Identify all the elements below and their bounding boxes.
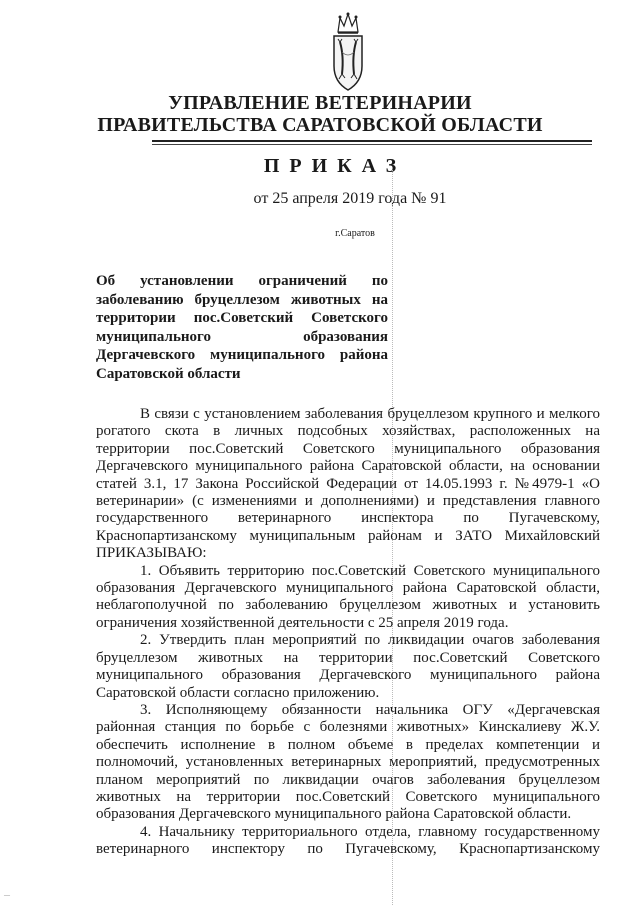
document-city: г.Саратов <box>335 228 375 239</box>
header-divider-thin <box>152 144 592 145</box>
subject-line: Саратовской области <box>96 365 241 382</box>
clause-3-line: животных на территории пос.Советский Советского муниципального <box>96 788 600 805</box>
scan-margin-mark: — <box>4 893 10 899</box>
preamble-line: статей 3.1, 17 Закона Российской Федерации от 14.05.1993 г. №4979-1 «О <box>96 475 600 492</box>
agency-name-line2: ПРАВИТЕЛЬСТВА САРАТОВСКОЙ ОБЛАСТИ <box>97 114 543 136</box>
clause-3-line: обеспечить исполнение в полном объеме в пределах компетенции и <box>96 736 600 753</box>
saratov-coat-of-arms-icon <box>328 12 368 96</box>
clause-3-line: 3. Исполняющему обязанности начальника ОГУ «Дергачевская <box>140 701 600 718</box>
clause-3-line: планом мероприятий по ликвидации очагов заболевания бруцеллезом <box>96 771 600 788</box>
clause-3-line: образования Дергачевского муниципального района Саратовской области. <box>96 806 572 823</box>
preamble-line: ветеринарии» (с изменениями и дополнениями) и представления главного <box>96 493 600 510</box>
clause-2-line: 2. Утвердить план мероприятий по ликвидации очагов заболевания <box>140 632 600 649</box>
agency-name-line1: УПРАВЛЕНИЕ ВЕТЕРИНАРИИ <box>168 92 472 114</box>
clause-2-line: муниципального образования Дергачевского муниципального района <box>96 667 600 684</box>
preamble-line: Дергачевского муниципального района Саратовской области, на основании <box>96 458 600 475</box>
clause-4-line: ветеринарного инспектору по Пугачевскому, Краснопартизанскому <box>96 841 600 858</box>
preamble-line: территории пос.Советский Советского муниципального образования <box>96 440 600 457</box>
subject-line: муниципального образования <box>96 328 388 345</box>
order-body <box>96 406 600 859</box>
order-directive: ПРИКАЗЫВАЮ: <box>96 545 207 562</box>
order-subject <box>96 272 388 383</box>
preamble-line: государственного ветеринарного инспектора по Пугачевскому, <box>96 510 600 527</box>
subject-line: Дергачевского муниципального района <box>96 347 388 363</box>
clause-2-line: бруцеллезом животных на территории пос.Советский Советского <box>96 649 600 666</box>
preamble-line: В связи с установлением заболевания бруцеллезом крупного и мелкого <box>140 406 600 422</box>
clause-1-line: ограничения хозяйственной деятельности с 25 апреля 2019 года. <box>96 614 509 631</box>
clause-3-line: районная станция по борьбе с болезнями животных» Кинскалиеву Ж.У. <box>96 719 600 736</box>
document-type-title: ПРИКАЗ <box>263 155 407 177</box>
clause-1-line: 1. Объявить территорию пос.Советский Советского муниципального <box>140 562 600 579</box>
clause-3-line: полномочий, установленных ветеринарных мероприятий, предусмотренных <box>96 754 600 771</box>
clause-1-line: неблагополучной по заболеванию бруцеллезом животных и установить <box>96 597 600 614</box>
document-date-number: от 25 апреля 2019 года № 91 <box>253 190 447 207</box>
header-divider <box>152 140 592 142</box>
subject-line: заболеванию бруцеллезом животных на <box>96 291 388 308</box>
clause-2-line: Саратовской области согласно приложению. <box>96 684 380 701</box>
subject-line: территории пос.Советский Советского <box>96 310 388 326</box>
subject-line: Об установлении ограничений по <box>96 273 388 289</box>
preamble-line: рогатого скота в личных подсобных хозяйствах, расположенных на <box>96 423 600 440</box>
clause-1-line: образования Дергачевского муниципального района Саратовской области, <box>96 580 600 597</box>
clause-4-line: 4. Начальнику территориального отдела, главному государственному <box>140 823 600 840</box>
preamble-line: Краснопартизанскому муниципальным районам и ЗАТО Михайловский <box>96 527 600 544</box>
